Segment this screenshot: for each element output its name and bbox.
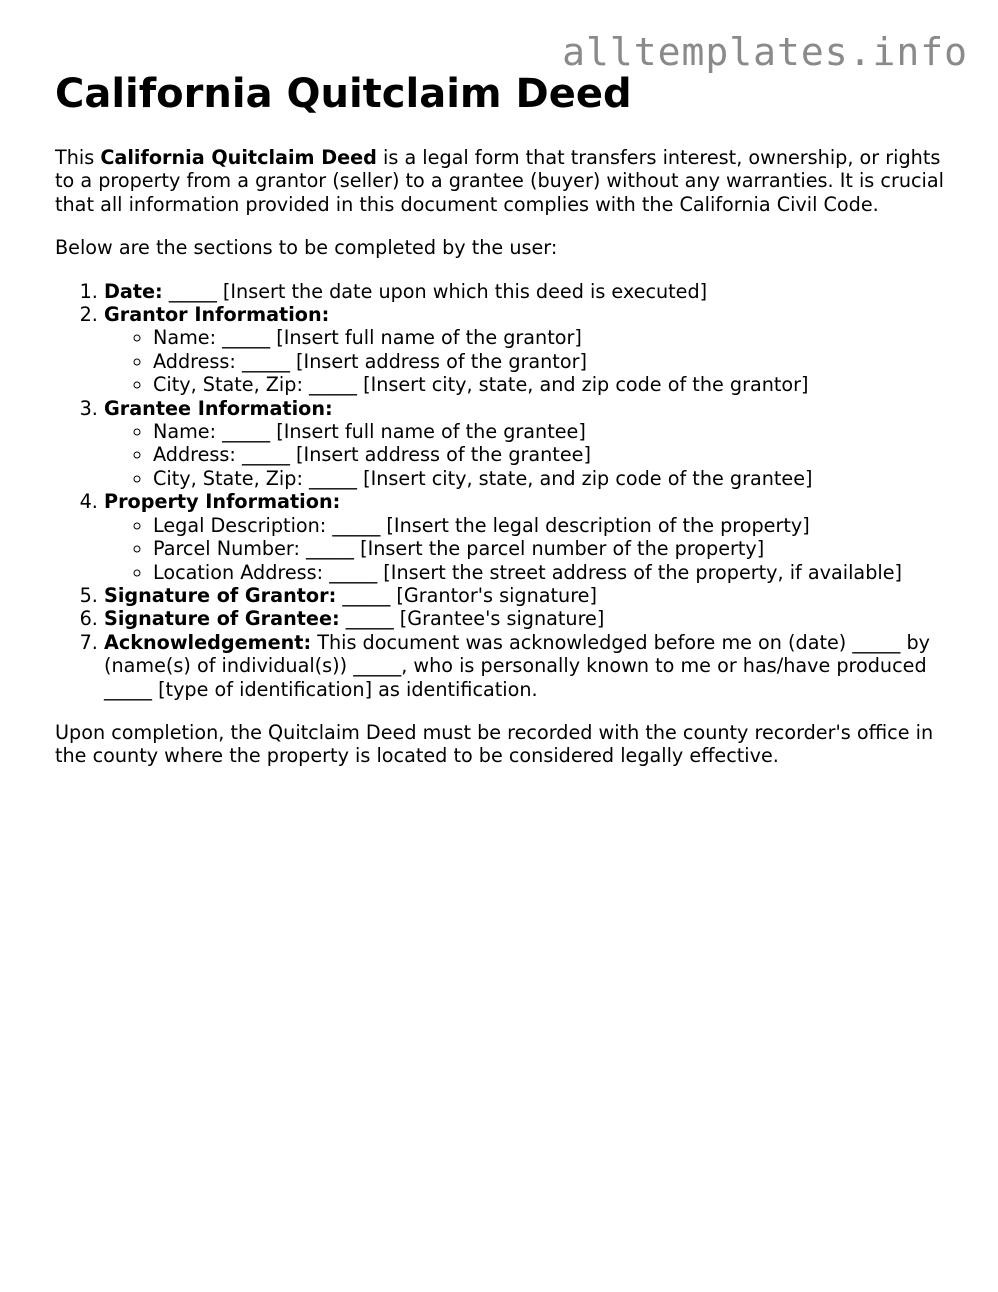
intro-bold: California Quitclaim Deed xyxy=(100,146,377,169)
section-label: Property Information: xyxy=(104,490,341,514)
section-text: This document was acknowledged before me on (date) _____ by (name(s) of individual(s)) _____, who is personally known to me or has/have produced _____ [type of identification] as identification. xyxy=(104,630,930,701)
section-label: Acknowledgement: xyxy=(104,630,312,654)
list-item: ◦ City, State, Zip: _____ [Insert city, state, and zip code of the grantor] xyxy=(153,373,955,396)
list-item: ◦ Name: _____ [Insert full name of the grantee] xyxy=(153,420,955,443)
section-label: Grantor Information: xyxy=(104,303,330,327)
section-text: _____ [Grantor's signature] xyxy=(336,583,597,607)
section-acknowledgement xyxy=(104,631,955,701)
list-item: ◦ Parcel Number: _____ [Insert the parcel number of the property] xyxy=(153,537,955,560)
property-fields xyxy=(104,514,955,584)
section-text: _____ [Insert the date upon which this deed is executed] xyxy=(162,279,708,303)
section-label: Signature of Grantee: xyxy=(104,607,340,631)
document-page xyxy=(55,68,955,768)
section-signature-grantor xyxy=(104,584,955,607)
section-grantor-information xyxy=(104,303,955,397)
list-item: ◦ Name: _____ [Insert full name of the grantor] xyxy=(153,326,955,349)
section-label: Grantee Information: xyxy=(104,396,333,420)
section-signature-grantee xyxy=(104,607,955,630)
section-label: Signature of Grantor: xyxy=(104,583,337,607)
list-item: ◦ Address: _____ [Insert address of the grantor] xyxy=(153,350,955,373)
intro-post: is a legal form that transfers interest, ownership, or rights to a property from a grantor (seller) to a grantee (buyer) without any warranties. It is crucial that all information provided in this document complies with the California Civil Code. xyxy=(55,146,944,216)
section-label: Date: xyxy=(104,279,163,303)
sections-list xyxy=(55,280,955,701)
intro-paragraph xyxy=(55,146,955,216)
list-item: ◦ Address: _____ [Insert address of the grantee] xyxy=(153,443,955,466)
intro-pre: This xyxy=(55,146,101,169)
list-item: ◦ Legal Description: _____ [Insert the legal description of the property] xyxy=(153,514,955,537)
sections-intro: Below are the sections to be completed by the user: xyxy=(55,236,558,260)
grantor-fields xyxy=(104,326,955,396)
section-text: _____ [Grantee's signature] xyxy=(339,607,605,631)
page-title: California Quitclaim Deed xyxy=(55,71,632,117)
watermark: alltemplates.info xyxy=(562,30,968,74)
list-item: ◦ Location Address: _____ [Insert the street address of the property, if available] xyxy=(153,561,955,584)
completion-paragraph: Upon completion, the Quitclaim Deed must be recorded with the county recorder's office in the county where the property is located to be considered legally effective. xyxy=(55,720,934,768)
list-item: ◦ City, State, Zip: _____ [Insert city, state, and zip code of the grantee] xyxy=(153,467,955,490)
grantee-fields xyxy=(104,420,955,490)
section-date xyxy=(104,280,955,303)
section-property-information xyxy=(104,490,955,584)
section-grantee-information xyxy=(104,397,955,491)
